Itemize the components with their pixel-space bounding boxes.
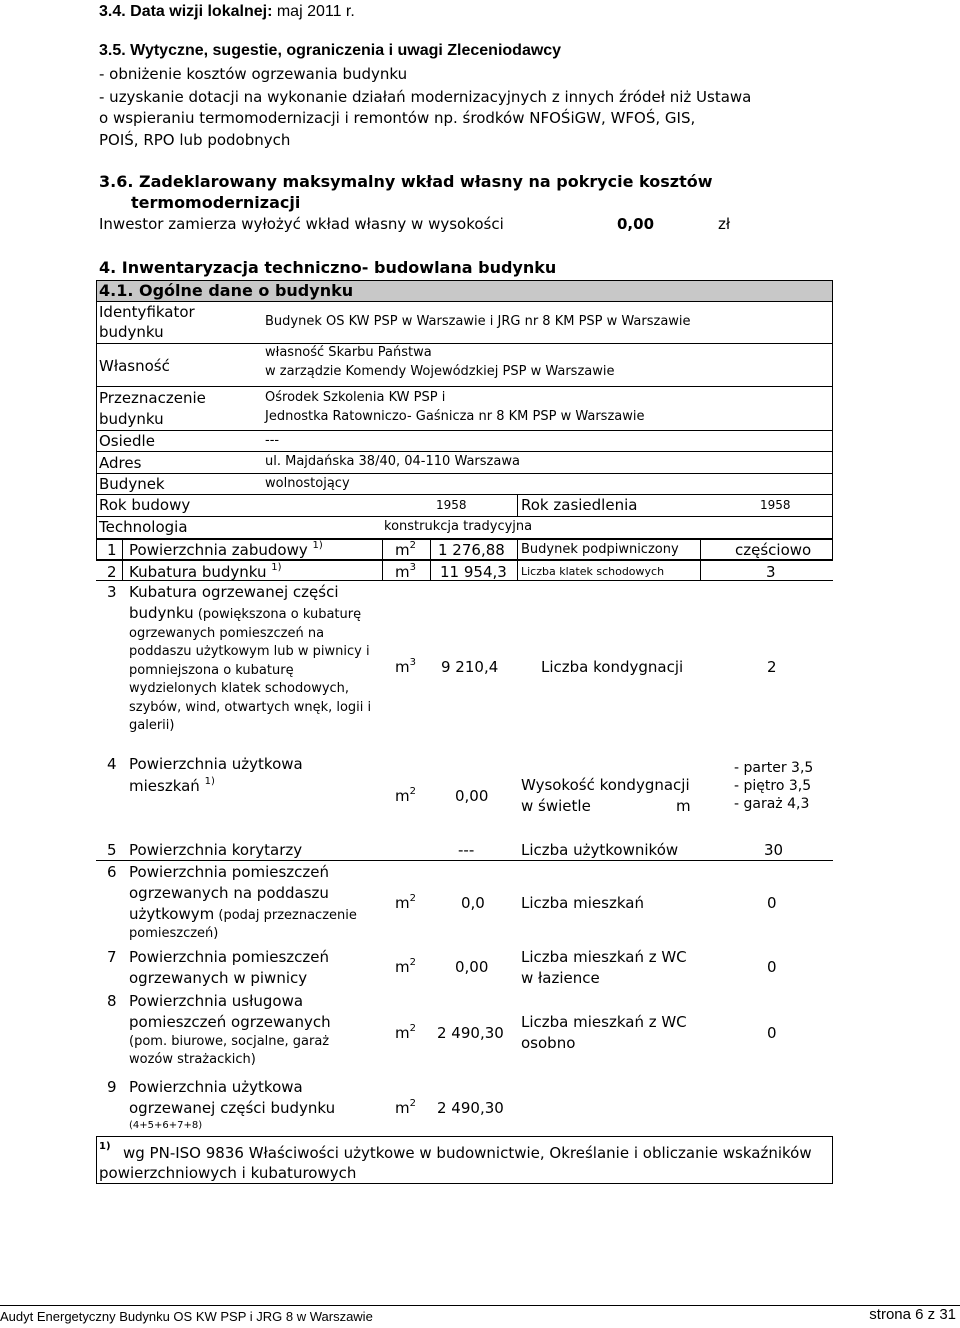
row-9-num: 9 bbox=[107, 1078, 117, 1096]
row-5-right-label: Liczba użytkowników bbox=[521, 841, 679, 859]
row-8-unit: $m^2$ bbox=[395, 1023, 416, 1042]
row-1-label: Powierzchnia zabudowy $^{1)}$ bbox=[129, 540, 323, 559]
row-4-label-a: Powierzchnia użytkowa bbox=[129, 755, 303, 773]
row-8-num: 8 bbox=[107, 992, 117, 1010]
rok-budowy-value: 1958 bbox=[436, 498, 467, 512]
row-2-right-label: Liczba klatek schodowych bbox=[521, 565, 665, 578]
rok-zasiedlenia-label: Rok zasiedlenia bbox=[521, 496, 638, 514]
row-8-label-a: Powierzchnia usługowa bbox=[129, 992, 304, 1010]
info-value-przeznaczenie-1: Ośrodek Szkolenia KW PSP i bbox=[265, 390, 446, 405]
row-1-right-value: częściowo bbox=[735, 541, 812, 559]
row-6-right-value: 0 bbox=[767, 894, 777, 912]
info-value-wlasnosc-2: w zarządzie Komendy Wojewódzkiej PSP w Warszawie bbox=[265, 364, 615, 379]
info-label-identyfikator-1: Identyfikator bbox=[99, 303, 195, 321]
rok-budowy-label: Rok budowy bbox=[99, 496, 191, 514]
row-6-unit: $m^2$ bbox=[395, 893, 416, 912]
info-value-przeznaczenie-2: Jednostka Ratowniczo- Gaśnicza nr 8 KM PSP w Warszawie bbox=[265, 409, 645, 424]
info-label-przeznaczenie-1: Przeznaczenie bbox=[99, 389, 206, 407]
info-label-osiedle: Osiedle bbox=[99, 432, 155, 450]
section-3-6-title-2: termomodernizacji bbox=[131, 193, 301, 212]
row-7-right-value: 0 bbox=[767, 958, 777, 976]
row-2-label: Kubatura budynku $^{1)}$ bbox=[129, 562, 282, 581]
row-5-right-value: 30 bbox=[764, 841, 784, 859]
footer-left: Audyt Energetyczny Budynku OS KW PSP i JRG 8 w Warszawie bbox=[0, 1309, 373, 1324]
row-7-num: 7 bbox=[107, 948, 117, 966]
info-label-budynek: Budynek bbox=[99, 475, 165, 493]
info-label-przeznaczenie-2: budynku bbox=[99, 410, 164, 428]
row-7-right-label-b: w łazience bbox=[521, 969, 600, 987]
info-value-osiedle: --- bbox=[265, 433, 280, 448]
section-3-4 bbox=[99, 3, 355, 21]
row-1-unit: $m^2$ bbox=[395, 540, 416, 559]
rok-zasiedlenia-value: 1958 bbox=[760, 498, 791, 512]
row-8-label-b: pomieszczeń ogrzewanych bbox=[129, 1013, 331, 1031]
section-3-6-title-1: 3.6. Zadeklarowany maksymalny wkład własny na pokrycie kosztów bbox=[99, 172, 713, 191]
row-6-right-label: Liczba mieszkań bbox=[521, 894, 644, 912]
info-label-adres: Adres bbox=[99, 454, 142, 472]
row-2-value: 11 954,3 bbox=[440, 563, 507, 581]
row-2-unit: $m^3$ bbox=[395, 562, 416, 581]
row-8-value: 2 490,30 bbox=[437, 1024, 504, 1042]
info-value-adres: ul. Majdańska 38/40, 04-110 Warszawa bbox=[265, 454, 520, 469]
section-3-5-title: 3.5. Wytyczne, sugestie, ograniczenia i uwagi Zleceniodawcy bbox=[99, 42, 562, 59]
row-1-value: 1 276,88 bbox=[438, 541, 505, 559]
row-5-value: --- bbox=[458, 841, 475, 859]
row-6-label-e: pomieszczeń) bbox=[129, 926, 219, 941]
row-4-value-pietro: - piętro 3,5 bbox=[734, 778, 812, 794]
row-5-label: Powierzchnia korytarzy bbox=[129, 841, 303, 859]
section-3-4-label: 3.4. Data wizji lokalnej: bbox=[99, 3, 273, 20]
row-1-num: 1 bbox=[107, 541, 117, 559]
row-2-num: 2 bbox=[107, 563, 117, 581]
footnote-mark: 1) bbox=[99, 1141, 111, 1152]
row-4-right-label-a: Wysokość kondygnacji bbox=[521, 776, 690, 794]
row-3-label-a: Kubatura ogrzewanej części bbox=[129, 583, 339, 601]
row-8-right-value: 0 bbox=[767, 1024, 777, 1042]
info-value-budynek: wolnostojący bbox=[265, 476, 350, 491]
row-9-label-b: ogrzewanej części budynku bbox=[129, 1099, 336, 1117]
row-7-unit: $m^2$ bbox=[395, 957, 416, 976]
row-4-num: 4 bbox=[107, 755, 117, 773]
row-6-label-c: użytkowym (podaj przeznaczenie bbox=[129, 905, 357, 923]
row-2-right-value: 3 bbox=[766, 563, 776, 581]
section-3-4-value: maj 2011 r. bbox=[272, 3, 355, 20]
row-4-right-label-b: w świetle bbox=[521, 797, 591, 815]
row-3-right-value: 2 bbox=[767, 658, 777, 676]
row-7-label-a: Powierzchnia pomieszczeń bbox=[129, 948, 330, 966]
row-6-label-b: ogrzewanych na poddaszu bbox=[129, 884, 329, 902]
section-3-5-line-1: - obniżenie kosztów ogrzewania budynku bbox=[99, 65, 408, 83]
section-3-5-line-4: POIŚ, RPO lub podobnych bbox=[99, 131, 291, 149]
row-1-right-label: Budynek podpiwniczony bbox=[521, 542, 679, 557]
row-3-num: 3 bbox=[107, 583, 117, 601]
row-8-label-c: (pom. biurowe, socjalne, garaż bbox=[129, 1034, 330, 1049]
row-8-label-d: wozów strażackich) bbox=[129, 1052, 256, 1067]
row-4-value-parter: - parter 3,5 bbox=[734, 760, 814, 776]
section-4-1-title: 4.1. Ogólne dane o budynku bbox=[99, 281, 354, 300]
row-4-unit: $m^2$ bbox=[395, 786, 416, 805]
row-3-unit: $m^3$ bbox=[395, 657, 416, 676]
row-6-label-a: Powierzchnia pomieszczeń bbox=[129, 863, 330, 881]
row-7-value: 0,00 bbox=[455, 958, 489, 976]
footnote-line-2: powierzchniowych i kubaturowych bbox=[99, 1164, 357, 1182]
technologia-value: konstrukcja tradycyjna bbox=[384, 519, 533, 534]
info-label-identyfikator-2: budynku bbox=[99, 323, 164, 341]
section-4-title: 4. Inwentaryzacja techniczno- budowlana budynku bbox=[99, 258, 557, 277]
row-9-unit: $m^2$ bbox=[395, 1098, 416, 1117]
section-3-6-value: 0,00 bbox=[617, 215, 655, 233]
row-8-right-label-a: Liczba mieszkań z WC bbox=[521, 1013, 687, 1031]
row-9-label-a: Powierzchnia użytkowa bbox=[129, 1078, 303, 1096]
info-value-identyfikator: Budynek OS KW PSP w Warszawie i JRG nr 8 KM PSP w Warszawie bbox=[265, 314, 691, 329]
section-3-5-line-2: - uzyskanie dotacji na wykonanie działań modernizacyjnych z innych źródeł niż Ustawa bbox=[99, 88, 752, 106]
row-8-right-label-b: osobno bbox=[521, 1034, 576, 1052]
section-3-6-text: Inwestor zamierza wyłożyć wkład własny w wysokości bbox=[99, 215, 504, 233]
section-3-6-unit: zł bbox=[718, 215, 731, 233]
row-3-right-label: Liczba kondygnacji bbox=[541, 658, 684, 676]
technologia-label: Technologia bbox=[99, 518, 188, 536]
row-6-num: 6 bbox=[107, 863, 117, 881]
row-4-value-garaz: - garaż 4,3 bbox=[734, 796, 810, 812]
row-3-value: 9 210,4 bbox=[441, 658, 499, 676]
row-9-label-c: (4+5+6+7+8) bbox=[129, 1120, 203, 1131]
row-5-num: 5 bbox=[107, 841, 117, 859]
row-4-right-unit: m bbox=[676, 797, 691, 815]
row-6-value: 0,0 bbox=[461, 894, 485, 912]
row-7-right-label-a: Liczba mieszkań z WC bbox=[521, 948, 687, 966]
footnote-line-1: wg PN-ISO 9836 Właściwości użytkowe w budownictwie, Określanie i obliczanie wskaźników bbox=[123, 1144, 812, 1162]
section-3-5-line-3: o wspieraniu termomodernizacji i remontów np. środków NFOŚiGW, WFOŚ, GIS, bbox=[99, 109, 696, 127]
row-4-value: 0,00 bbox=[455, 787, 489, 805]
row-9-value: 2 490,30 bbox=[437, 1099, 504, 1117]
footer-page-number: strona 6 z 31 bbox=[869, 1306, 956, 1323]
info-value-wlasnosc-1: własność Skarbu Państwa bbox=[265, 345, 432, 360]
info-label-wlasnosc: Własność bbox=[99, 357, 170, 375]
row-3-label-block: budynku (powiększona o kubaturę ogrzewanych pomieszczeń na poddaszu użytkowym lub w piwnicy i pomniejszona o kubaturę wydzielonych klatek schodowych, szybów, wind, otwartych wnęk, logii i galerii) bbox=[129, 604, 372, 733]
row-7-label-b: ogrzewanych w piwnicy bbox=[129, 969, 308, 987]
row-4-label-b: mieszkań $^{1)}$ bbox=[129, 776, 215, 795]
